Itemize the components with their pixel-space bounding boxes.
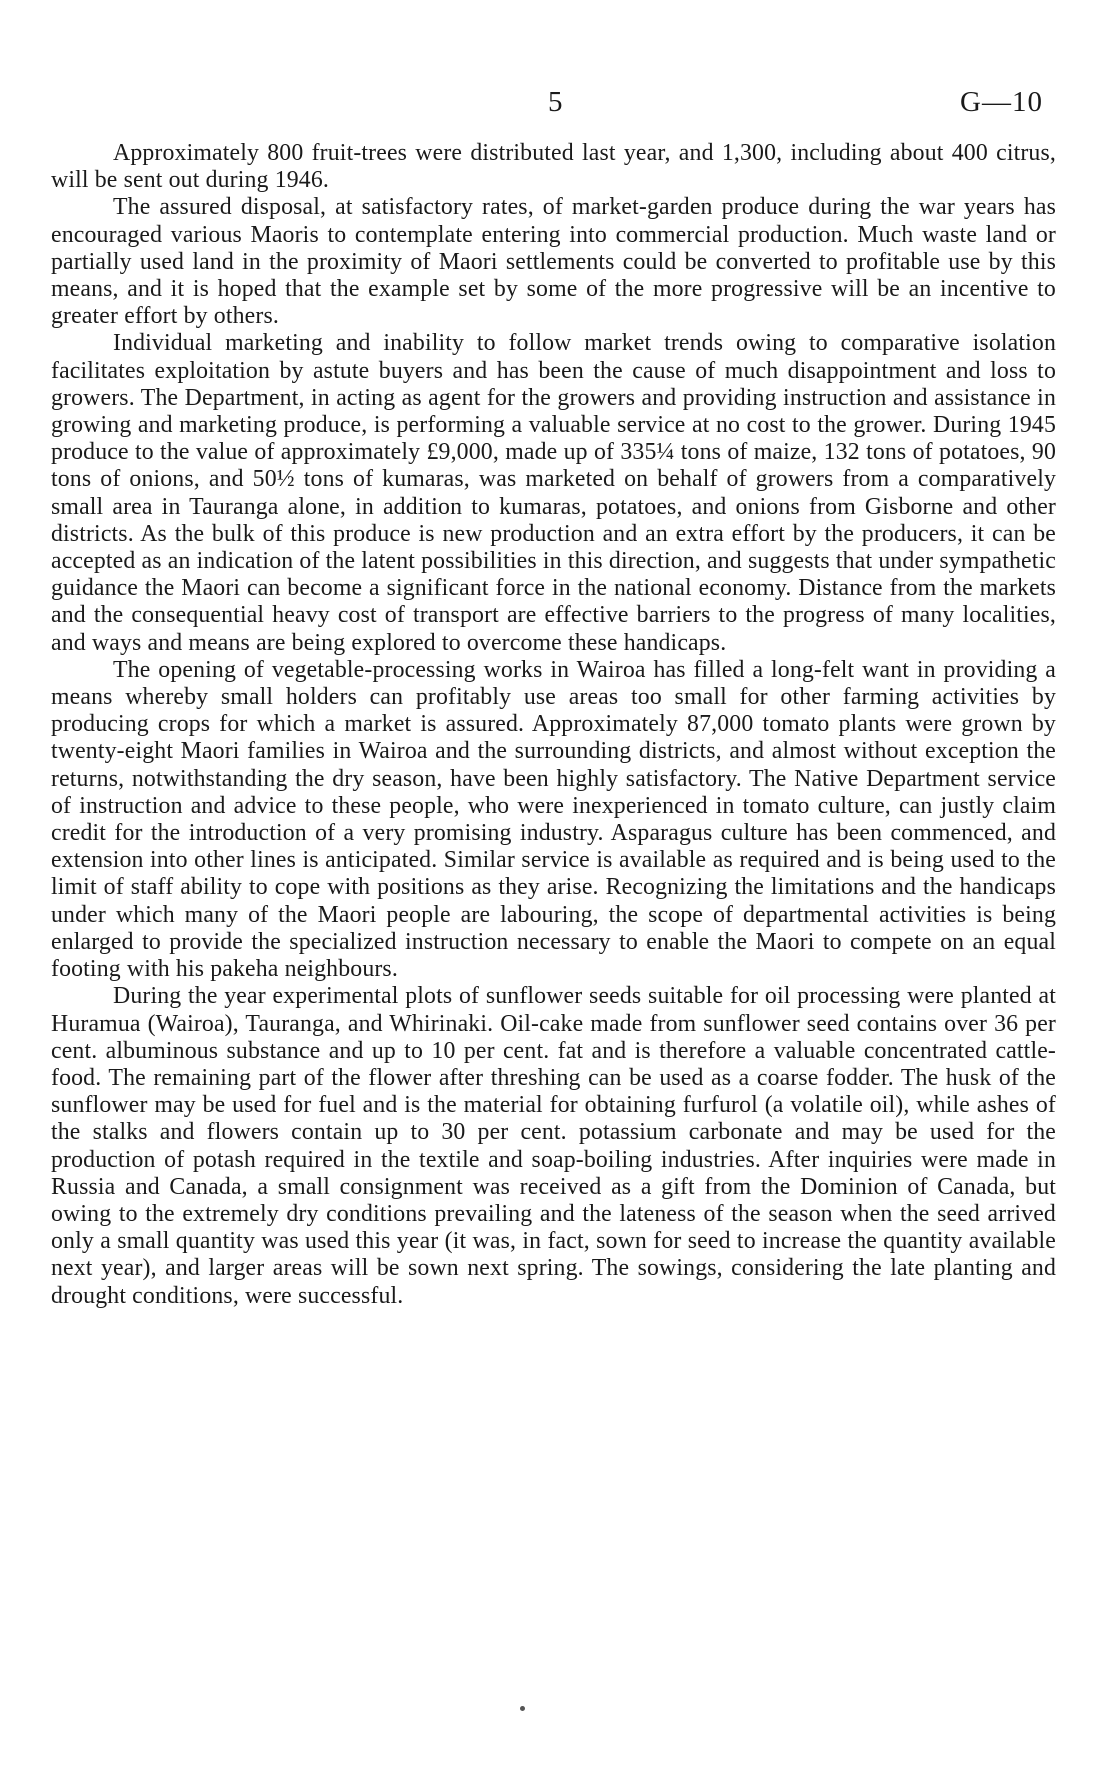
page-header (0, 86, 1114, 126)
paragraph-market-garden: The assured disposal, at satisfactory rates, of market-garden produce during the war years has encouraged various Maoris to contemplate entering into commercial production. Much waste land or partially used land in the proximity of Maori settlements could be converted to profitable use by this means, and it is hoped that the example set by some of the more progressive will be an incentive to greater effort by others. (51, 194, 1056, 330)
stray-ink-mark (520, 1706, 525, 1711)
page-number: 5 (548, 86, 563, 118)
paragraph-marketing: Individual marketing and inability to follow market trends owing to comparative isolation facilitates exploitation by astute buyers and has been the cause of much disappointment and loss to growers. The Department, in acting as agent for the growers and providing instruction and assistance in growing and marketing produce, is performing a valuable service at no cost to the grower. During 1945 produce to the value of approximately £9,000, made up of 335¼ tons of maize, 132 tons of potatoes, 90 tons of onions, and 50½ tons of kumaras, was marketed on behalf of growers from a comparatively small area in Tauranga alone, in addition to kumaras, potatoes, and onions from Gisborne and other districts. As the bulk of this produce is new production and an extra effort by the producers, it can be accepted as an indication of the latent possibilities in this direction, and suggests that under sympathetic guidance the Maori can become a significant force in the national economy. Distance from the markets and the consequential heavy cost of transport are effective barriers to the progress of many localities, and ways and means are being explored to overcome these handicaps. (51, 330, 1056, 656)
paragraph-sunflower: During the year experimental plots of sunflower seeds suitable for oil processing were planted at Huramua (Wairoa), Tauranga, and Whirinaki. Oil-cake made from sunflower seed contains over 36 per cent. albuminous substance and up to 10 per cent. fat and is therefore a valuable concentrated cattle-food. The remaining part of the flower after threshing can be used as a coarse fodder. The husk of the sunflower may be used for fuel and is the material for obtaining furfurol (a volatile oil), while ashes of the stalks and flowers contain up to 30 per cent. potassium carbonate and may be used for the production of potash required in the textile and soap-boiling industries. After inquiries were made in Russia and Canada, a small consignment was received as a gift from the Dominion of Canada, but owing to the extremely dry conditions prevailing and the lateness of the season when the seed arrived only a small quantity was used this year (it was, in fact, sown for seed to increase the quantity available next year), and larger areas will be sown next spring. The sowings, considering the late planting and drought conditions, were successful. (51, 983, 1056, 1309)
paragraph-fruit-trees: Approximately 800 fruit-trees were distributed last year, and 1,300, including about 400 citrus, will be sent out during 1946. (51, 140, 1056, 194)
report-code: G—10 (960, 86, 1043, 118)
body-text (51, 140, 1056, 1310)
paragraph-vegetable-processing: The opening of vegetable-processing works in Wairoa has filled a long-felt want in providing a means whereby small holders can profitably use areas too small for other farming activities by producing crops for which a market is assured. Approximately 87,000 tomato plants were grown by twenty-eight Maori families in Wairoa and the surrounding districts, and almost without exception the returns, notwithstanding the dry season, have been highly satisfactory. The Native Department service of instruction and advice to these people, who were inexperienced in tomato culture, can justly claim credit for the introduction of a very promising industry. Asparagus culture has been commenced, and extension into other lines is anticipated. Similar service is available as required and is being used to the limit of staff ability to cope with positions as they arise. Recognizing the limitations and the handicaps under which many of the Maori people are labouring, the scope of departmental activities is being enlarged to provide the specialized instruction necessary to enable the Maori to compete on an equal footing with his pakeha neighbours. (51, 656, 1056, 983)
